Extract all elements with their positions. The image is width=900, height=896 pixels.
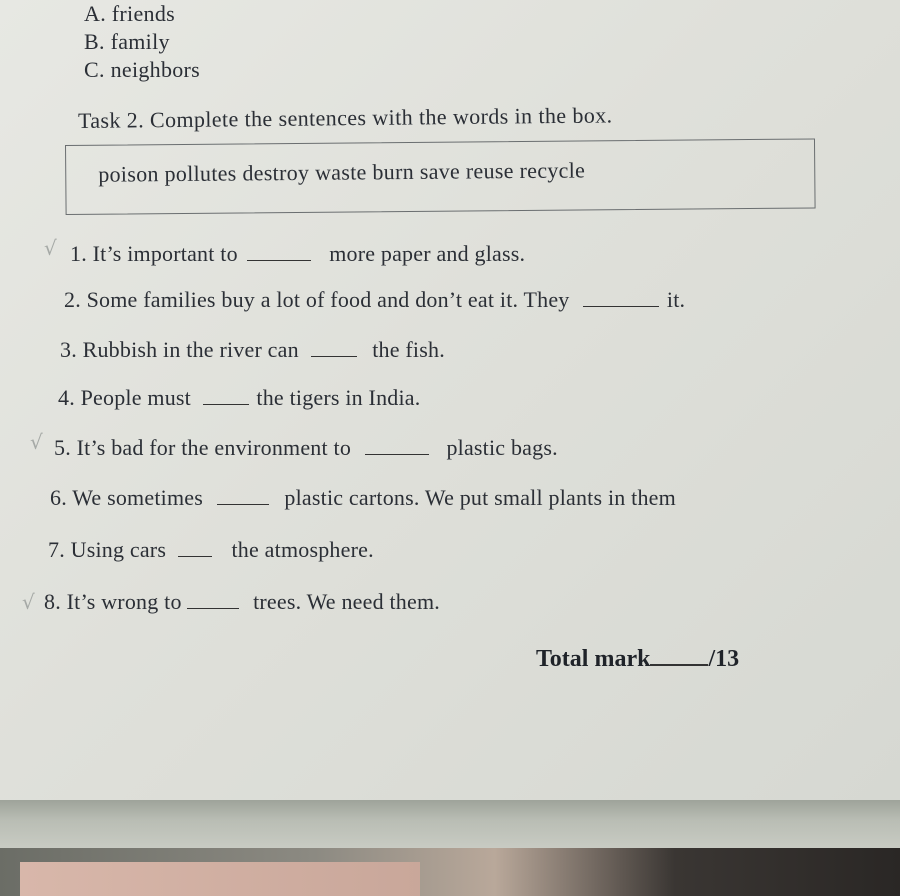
question-number: 1. xyxy=(70,241,87,266)
question-text-before: It’s wrong to xyxy=(66,589,182,614)
answer-blank[interactable] xyxy=(217,484,269,505)
answer-blank[interactable] xyxy=(247,240,311,261)
question-text-after: the tigers in India. xyxy=(256,385,421,410)
question-text-before: We sometimes xyxy=(72,485,203,510)
question-8 xyxy=(44,588,440,615)
question-text-before: Rubbish in the river can xyxy=(82,337,299,362)
question-4 xyxy=(58,384,420,411)
question-text-after: the fish. xyxy=(372,337,445,362)
answer-blank[interactable] xyxy=(311,336,357,357)
total-mark-label: Total mark xyxy=(536,646,651,672)
question-number: 5. xyxy=(54,435,71,460)
pencil-tick-mark: √ xyxy=(30,430,43,454)
answer-blank[interactable] xyxy=(187,588,239,609)
question-7 xyxy=(48,536,374,563)
pencil-tick-mark: √ xyxy=(44,236,57,260)
word-box xyxy=(65,138,816,215)
question-text-after: the atmosphere. xyxy=(231,537,374,562)
question-text-before: Using cars xyxy=(70,537,167,562)
answer-blank[interactable] xyxy=(365,434,429,455)
question-number: 3. xyxy=(60,337,77,362)
answer-blank[interactable] xyxy=(583,286,659,307)
total-mark-blank[interactable] xyxy=(650,642,708,666)
paper-bottom-edge xyxy=(0,800,900,850)
question-text-after: more paper and glass. xyxy=(329,241,526,266)
table-surface xyxy=(0,848,900,896)
option-c: C. neighbors xyxy=(84,57,201,82)
question-5 xyxy=(54,434,558,461)
question-text-before: It’s bad for the environment to xyxy=(76,435,352,460)
question-number: 7. xyxy=(48,537,65,562)
total-mark-score: /13 xyxy=(708,646,740,672)
option-b: B. family xyxy=(84,29,170,54)
option-a: A. friends xyxy=(84,1,175,26)
total-mark xyxy=(536,642,739,673)
question-2 xyxy=(64,286,685,313)
answer-blank[interactable] xyxy=(203,384,249,405)
question-text-after: it. xyxy=(666,287,686,312)
question-number: 2. xyxy=(64,287,81,312)
question-3 xyxy=(60,336,445,363)
word-box-text: poison pollutes destroy waste burn save reuse recycle xyxy=(98,157,586,187)
question-number: 4. xyxy=(58,385,75,410)
answer-blank[interactable] xyxy=(178,536,212,557)
question-text-before: It’s important to xyxy=(92,241,238,266)
question-text-before: Some families buy a lot of food and don’t eat it. They xyxy=(86,287,570,312)
question-number: 8. xyxy=(44,589,61,614)
question-text-before: People must xyxy=(80,385,191,410)
question-1 xyxy=(70,240,525,267)
question-text-after: plastic bags. xyxy=(446,435,558,460)
question-text-after: plastic cartons. We put small plants in them xyxy=(284,485,676,510)
question-text-after: trees. We need them. xyxy=(253,589,440,614)
task-title: Task 2. Complete the sentences with the words in the box. xyxy=(77,102,613,133)
question-number: 6. xyxy=(50,485,67,510)
pink-object xyxy=(20,862,420,896)
pencil-tick-mark: √ xyxy=(22,590,35,614)
answer-options xyxy=(84,0,200,84)
question-6 xyxy=(50,484,676,511)
